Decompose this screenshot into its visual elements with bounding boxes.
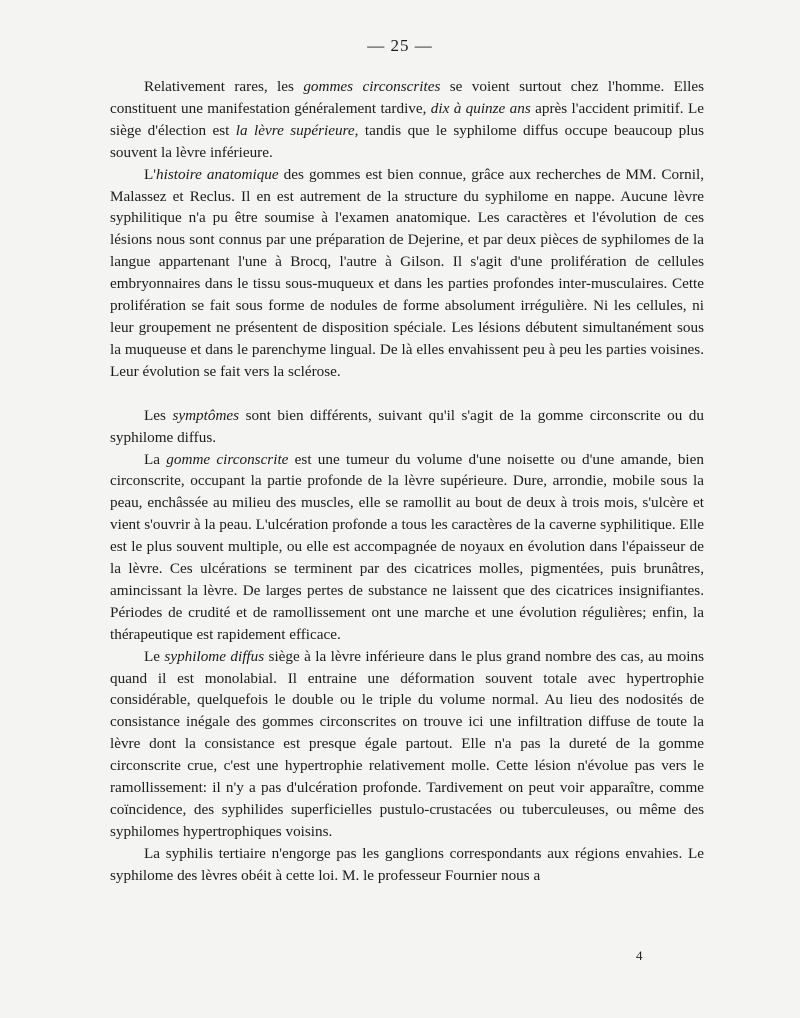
page-number: — 25 — — [367, 36, 433, 55]
text-run: La — [144, 450, 167, 468]
text-run: se voient surtout chez l'homme. Elles constituent une manifestation généralement tardive, — [110, 78, 704, 117]
text-run: L' — [144, 165, 157, 183]
italic-phrase: la lèvre supérieure — [235, 121, 355, 139]
text-run: après l'accident primitif. Le siège d'élection est — [110, 99, 704, 139]
text-run: , tandis que le syphilome diffus occupe beaucoup plus souvent la lèvre inférieure. — [110, 121, 704, 161]
text-run: des gommes est bien connue, grâce aux recherches de MM. Cornil, Malassez et Reclus. Il en est autrement de la structure du syphilome en nappe. Aucune lèvre syphilitique n'a pu être soumise à l'examen anatomique. Les caractères et l'évolution de ces lésions nous sont connus par une préparation de Dejerine, et par deux pièces de syphilomes de la langue appartenant l'une à Brocq, l'autre à Gilson. Il s'agit d'une prolifération de cellules embryonnaires dans le tissu sous-muqueux et dans les parties profondes inter-musculaires. Cette prolifération se fait sous forme de nodules de forme absolument irrégulière. Ni les cellules, ni leur groupement ne présentent de disposition spéciale. Les lésions débutent simultanément sous la muqueuse et dans le parenchyme lingual. De là elles envahissent peu à peu les parties voisines. Leur évolution se fait vers la sclérose. — [110, 165, 704, 380]
italic-phrase: histoire anatomique — [156, 165, 279, 183]
paragraph-6 — [110, 843, 704, 887]
text-run: La syphilis tertiaire n'engorge pas les ganglions correspondants aux régions envahies. Le syphilome des lèvres obéit à cette loi. M. le professeur Fournier nous a — [110, 844, 704, 884]
italic-phrase: dix à quinze ans — [430, 99, 531, 117]
italic-phrase: gomme circonscrite — [166, 450, 289, 468]
italic-phrase: symptômes — [172, 406, 240, 424]
paragraph-5 — [110, 646, 704, 843]
text-run: sont bien différents, suivant qu'il s'agit de la gomme circonscrite ou du syphilome diffus. — [110, 406, 704, 446]
text-run: Le — [144, 647, 165, 665]
text-run: Relativement rares, les — [144, 78, 304, 95]
paragraph-3 — [110, 405, 704, 449]
paragraph-2 — [110, 164, 704, 383]
body-text — [110, 76, 704, 887]
text-run: est une tumeur du volume d'une noisette ou d'une amande, bien circonscrite, occupant la partie profonde de la lèvre supérieure. Dure, arrondie, mobile sous la peau, enchâssée au milieu des muscles, elle se ramollit au bout de deux à trois mois, s'ulcère et vient s'ouvrir à la peau. L'ulcération profonde a tous les caractères de la caverne syphilitique. Elle est le plus souvent multiple, ou elle est accompagnée de noyaux en évolution dans l'épaisseur de la lèvre. Ces ulcérations se terminent par des cicatrices molles, pigmentées, puis brunâtres, amincissant la lèvre. De larges pertes de substance ne laissent que des cicatrices insignifiantes. Périodes de crudité et de ramollissement ont une marche et une évolution régulières; enfin, la thérapeutique est rapidement efficace. — [110, 450, 704, 643]
italic-phrase: syphilome diffus — [164, 647, 265, 665]
paragraph-4 — [110, 449, 704, 646]
printer-signature-mark: 4 — [636, 948, 643, 963]
text-run: Les — [144, 406, 173, 424]
paragraph-1 — [110, 76, 704, 164]
italic-phrase: gommes circonscrites — [303, 78, 441, 95]
text-run: siège à la lèvre inférieure dans le plus grand nombre des cas, au moins quand il est monolabial. Il entraine une déformation souvent totale avec hypertrophie considérable, quelquefois le double ou le triple du volume normal. Au lieu des nodosités de consistance inégale des gommes circonscrites on trouve ici une infiltration diffuse de toute la lèvre dont la consistance est presque égale partout. Elle n'a pas la dureté de la gomme circonscrite crue, c'est une hypertrophie relativement molle. Cette lésion n'évolue pas vers le ramollissement: il n'y a pas d'ulcération profonde. Tardivement on peut voir apparaître, comme coïncidence, des syphilides superficielles pustulo-crustacées ou tuberculeuses, ou même des syphilomes hypertrophiques voisins. — [110, 647, 704, 840]
